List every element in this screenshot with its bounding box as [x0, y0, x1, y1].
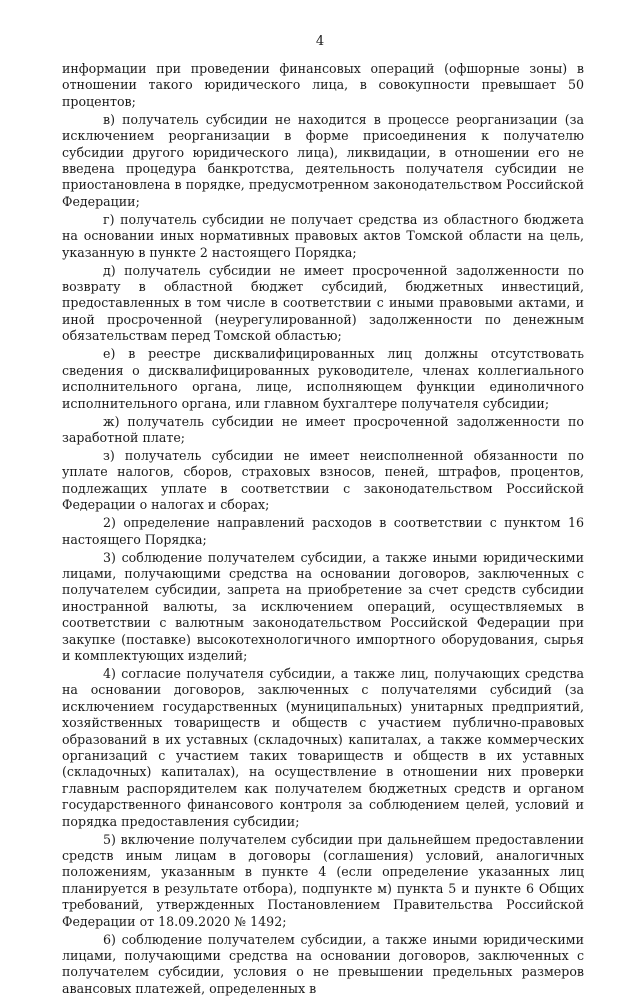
paragraph-item-3: 3) соблюдение получателем субсидии, а также иными юридическими лицами, получающими средства на основании договоров, заключенных с получателем субсидии, запрета на приобретение за счет средств субсидии иностранной валюты, за исключением операций, осуществляемых в соответствии с валютным законодательством Российской Федерации при закупке (поставке) высокотехнологичного импортного оборудования, сырья и комплектующих изделий; — [62, 549, 584, 663]
paragraph-item-g: г) получатель субсидии не получает средства из областного бюджета на основании иных нормативных правовых актов Томской области на цель, указанную в пункте 2 настоящего Порядка; — [62, 211, 584, 260]
paragraph-item-e: е) в реестре дисквалифицированных лиц должны отсутствовать сведения о дисквалифицированных руководителе, членах коллегиального исполнительного органа, лице, исполняющем функции единоличного исполнительного органа, или главном бухгалтере получателя субсидии; — [62, 346, 584, 411]
paragraph-item-z: з) получатель субсидии не имеет неисполненной обязанности по уплате налогов, сборов, страховых взносов, пеней, штрафов, процентов, подлежащих уплате в соответствии с законодательством Российской Федерации о налогах и сборах; — [62, 447, 584, 513]
paragraph-item-4: 4) согласие получателя субсидии, а также лиц, получающих средства на основании договоров, заключенных с получателями субсидий (за исключением государственных (муниципальных) унитарных предприятий, хозяйственных товариществ и обществ с участием публично-правовых образований в их уставных (складочных) капиталах, а также коммерческих организаций с участием таких товариществ и обществ в их уставных (складочных) капиталах), на осуществление в отношении них проверки главным распорядителем как получателем бюджетных средств и органом государственного финансового контроля за соблюдением целей, условий и порядка предоставления субсидии; — [62, 665, 584, 829]
paragraph-item-6: 6) соблюдение получателем субсидии, а также иными юридическими лицами, получающими средства на основании договоров, заключенных с получателем субсидии, условия о не превышении предельных размеров авансовых платежей, определенных в — [62, 931, 584, 996]
document-body — [62, 61, 584, 999]
paragraph-item-d: д) получатель субсидии не имеет просроченной задолженности по возврату в областной бюджет субсидий, бюджетных инвестиций, предоставленных в том числе в соответствии с иными правовыми актами, и иной просроченной (неурегулированной) задолженности по денежным обязательствам перед Томской областью; — [62, 262, 584, 344]
page-number: 4 — [315, 34, 325, 49]
paragraph-item-v: в) получатель субсидии не находится в процессе реорганизации (за исключением реорганизации в форме присоединения к получателю субсидии другого юридического лица), ликвидации, в отношении его не введена процедура банкротства, деятельность получателя субсидии не приостановлена в порядке, предусмотренном законодательством Российской Федерации; — [62, 111, 584, 209]
paragraph-continuation: информации при проведении финансовых операций (офшорные зоны) в отношении такого юридического лица, в совокупности превышает 50 процентов; — [62, 61, 584, 109]
paragraph-item-2: 2) определение направлений расходов в соответствии с пунктом 16 настоящего Порядка; — [62, 515, 584, 547]
paragraph-item-zh: ж) получатель субсидии не имеет просроченной задолженности по заработной плате; — [62, 413, 584, 445]
paragraph-item-5: 5) включение получателем субсидии при дальнейшем предоставлении средств иным лицам в договоры (соглашения) условий, аналогичных положениям, указанным в пункте 4 (если определение указанных лиц планируется в результате отбора), подпункте м) пункта 5 и пункте 6 Общих требований, утвержденных Постановлением Правительства Российской Федерации от 18.09.2020 № 1492; — [62, 831, 584, 929]
